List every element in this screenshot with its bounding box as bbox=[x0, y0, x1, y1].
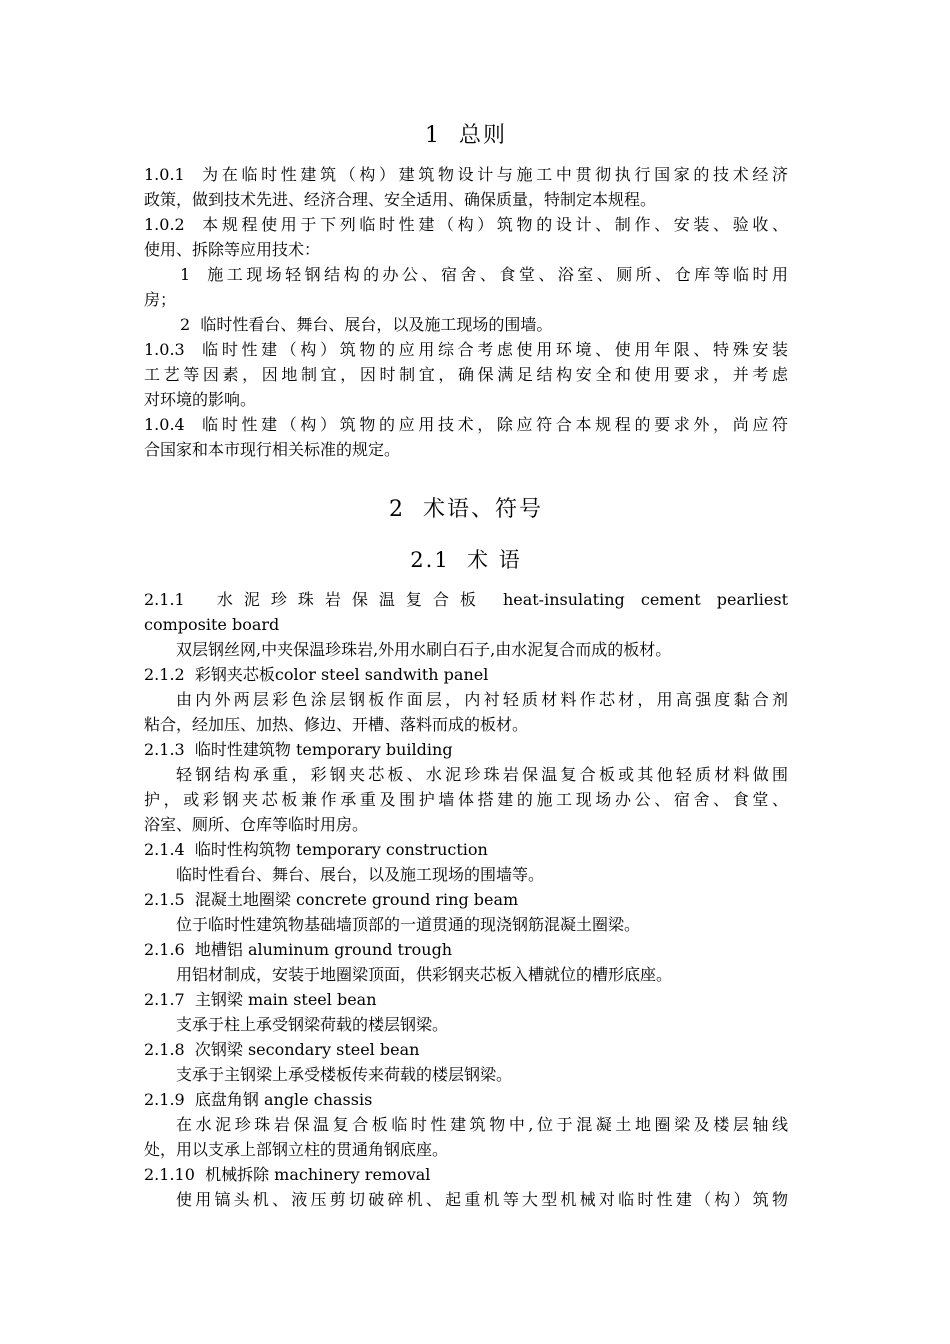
term-heading: 2.1.1 水泥珍珠岩保温复合板 heat-insulating cement pearliest bbox=[144, 590, 788, 609]
term-heading: 2.1.6 地槽铝 aluminum ground trough bbox=[144, 940, 453, 959]
term-definition: 粘合，经加压、加热、修边、开槽、落料而成的板材。 bbox=[144, 715, 529, 734]
paragraph-line: 政策，做到技术先进、经济合理、安全适用、确保质量，特制定本规程。 bbox=[144, 190, 657, 209]
list-item-line: 房； bbox=[144, 290, 177, 309]
term-heading: 2.1.9 底盘角钢 angle chassis bbox=[144, 1090, 373, 1109]
paragraph-line: 1.0.1 为在临时性建筑（构）建筑物设计与施工中贯彻执行国家的技术经济 bbox=[144, 165, 788, 184]
section-2-title: 2 术语、符号 bbox=[389, 497, 543, 522]
section-1-title: 1 总则 bbox=[425, 123, 507, 148]
term-definition: 支承于柱上承受钢梁荷载的楼层钢梁。 bbox=[176, 1015, 449, 1034]
paragraph-line: 对环境的影响。 bbox=[144, 390, 257, 409]
term-definition: 支承于主钢梁上承受楼板传来荷载的楼层钢梁。 bbox=[176, 1065, 513, 1084]
term-definition: 临时性看台、舞台、展台，以及施工现场的围墙等。 bbox=[176, 865, 545, 884]
paragraph-line: 1.0.4 临时性建（构）筑物的应用技术，除应符合本规程的要求外，尚应符 bbox=[144, 415, 788, 434]
list-item-line: 2 临时性看台、舞台、展台，以及施工现场的围墙。 bbox=[180, 315, 553, 334]
paragraph-line: 工艺等因素，因地制宜，因时制宜，确保满足结构安全和使用要求，并考虑 bbox=[144, 365, 788, 384]
section-2-1-title: 2.1 术 语 bbox=[410, 548, 522, 572]
term-definition: 位于临时性建筑物基础墙顶部的一道贯通的现浇钢筋混凝土圈梁。 bbox=[176, 915, 641, 934]
term-definition: 在水泥珍珠岩保温复合板临时性建筑物中,位于混凝土地圈梁及楼层轴线 bbox=[176, 1115, 788, 1134]
term-definition: 由内外两层彩色涂层钢板作面层，内衬轻质材料作芯材，用高强度黏合剂 bbox=[176, 690, 788, 709]
term-heading: 2.1.3 临时性建筑物 temporary building bbox=[144, 740, 453, 759]
list-item-line: 1 施工现场轻钢结构的办公、宿舍、食堂、浴室、厕所、仓库等临时用 bbox=[180, 265, 788, 284]
term-definition: 护，或彩钢夹芯板兼作承重及围护墙体搭建的施工现场办公、宿舍、食堂、 bbox=[144, 790, 788, 809]
term-definition: 轻钢结构承重，彩钢夹芯板、水泥珍珠岩保温复合板或其他轻质材料做围 bbox=[176, 765, 788, 784]
paragraph-line: 1.0.2 本规程使用于下列临时性建（构）筑物的设计、制作、安装、验收、 bbox=[144, 215, 788, 234]
term-definition: 用铝材制成，安装于地圈梁顶面，供彩钢夹芯板入槽就位的槽形底座。 bbox=[176, 965, 673, 984]
term-heading: 2.1.4 临时性构筑物 temporary construction bbox=[144, 840, 488, 859]
term-definition: 使用镐头机、液压剪切破碎机、起重机等大型机械对临时性建（构）筑物 bbox=[176, 1190, 788, 1209]
paragraph-line: 使用、拆除等应用技术： bbox=[144, 240, 321, 259]
paragraph-line: 合国家和本市现行相关标准的规定。 bbox=[144, 440, 401, 459]
term-heading: 2.1.5 混凝土地圈梁 concrete ground ring beam bbox=[144, 890, 519, 909]
term-heading: 2.1.10 机械拆除 machinery removal bbox=[144, 1165, 431, 1184]
term-heading: composite board bbox=[144, 615, 280, 634]
term-heading: 2.1.7 主钢梁 main steel bean bbox=[144, 990, 377, 1009]
term-definition: 浴室、厕所、仓库等临时用房。 bbox=[144, 815, 369, 834]
term-definition: 处，用以支承上部钢立柱的贯通角钢底座。 bbox=[144, 1140, 449, 1159]
term-definition: 双层钢丝网,中夹保温珍珠岩,外用水刷白石子,由水泥复合而成的板材。 bbox=[176, 640, 672, 659]
term-heading: 2.1.8 次钢梁 secondary steel bean bbox=[144, 1040, 420, 1059]
paragraph-line: 1.0.3 临时性建（构）筑物的应用综合考虑使用环境、使用年限、特殊安装 bbox=[144, 340, 788, 359]
term-heading: 2.1.2 彩钢夹芯板color steel sandwith panel bbox=[144, 665, 489, 684]
